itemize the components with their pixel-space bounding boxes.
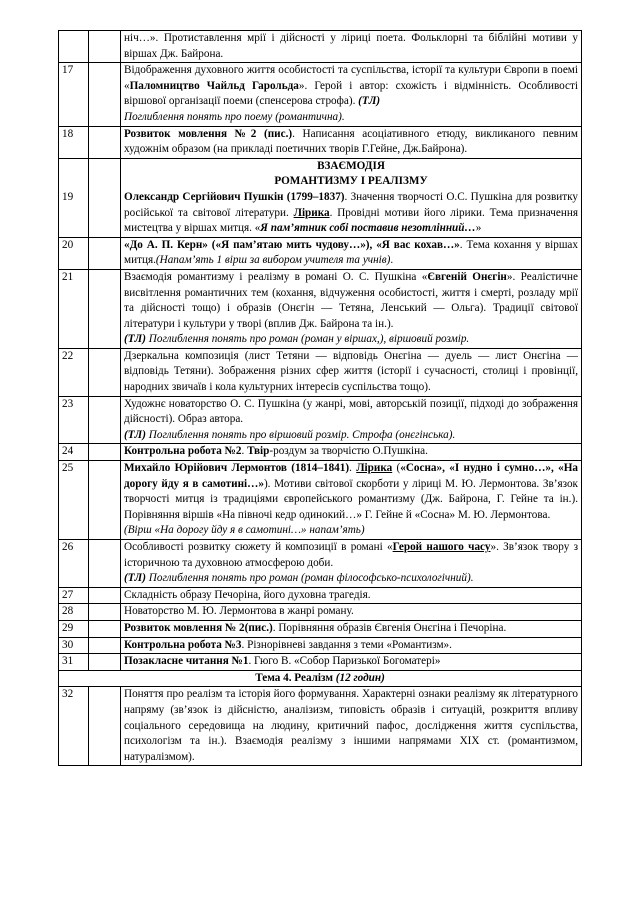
row-content (121, 348, 582, 396)
row-number: 17 (59, 63, 89, 126)
table-row (59, 540, 582, 588)
row-number: 20 (59, 237, 89, 269)
table-row (59, 269, 582, 348)
row-content (121, 31, 582, 63)
table-row (59, 604, 582, 621)
empty-cell (89, 63, 121, 126)
row-text: Новаторство М. Ю. Лермонтова в жанрі роману. (124, 605, 354, 618)
table-row (59, 348, 582, 396)
theory-label: (ТЛ) (124, 572, 146, 585)
table-row (59, 687, 582, 766)
lesson-type: Контрольна робота №3 (124, 638, 242, 651)
row-number: 19 (59, 158, 89, 237)
row-text: . (349, 462, 357, 475)
row-text: ». Зв’язок твору з історичною та духовною атмосферою доби. (124, 541, 578, 569)
row-number: 29 (59, 620, 89, 637)
row-text: . (241, 445, 248, 458)
table-row (59, 237, 582, 269)
empty-cell (89, 348, 121, 396)
empty-cell (89, 461, 121, 540)
row-text: ». Реалістичне висвітлення романтичних тем (кохання, відчуження особистості, життя і смерті, розладу мрії та дійсності тощо) і образів (Онєгін — Тетяна, Ленський — Ольга). Традиції світової літератури і культури у творі (вплив Дж. Байрона та ін.). (124, 270, 578, 330)
empty-cell (89, 396, 121, 444)
row-number: 21 (59, 269, 89, 348)
row-text: Взаємодія романтизму і реалізму в романі О. С. Пушкіна « (124, 270, 428, 283)
row-content (121, 396, 582, 444)
empty-cell (89, 237, 121, 269)
row-content (121, 461, 582, 540)
empty-cell (89, 587, 121, 604)
row-text: ). Мотиви світової скорботи у ліриці М. Ю. Лермонтова. Зв’язок творчості митця із традиціями європейського романтизму (Дж. Байрона, Г. Гейне та ін.). Порівняння віршів «На півночі кедр одинокий…» Г. Гейне й «Сосна» М. Ю. Лермонтова. (124, 477, 578, 521)
theory-note: Поглиблення понять про роман (роман філософсько-психологічний). (145, 572, 474, 585)
row-content (121, 687, 582, 766)
empty-cell (89, 687, 121, 766)
table-row (59, 637, 582, 654)
empty-cell (89, 31, 121, 63)
lesson-type: Розвиток мовлення №2 (пис.) (124, 127, 293, 140)
theory-label: (ТЛ) (124, 333, 146, 346)
empty-cell (89, 654, 121, 671)
author-name: Олександр Сергійович Пушкін (1799–1837) (124, 190, 345, 203)
row-content (121, 269, 582, 348)
row-number: 31 (59, 654, 89, 671)
row-text: ніч…». Протиставлення мрії і дійсності у ліриці поета. Фольклорні та біблійні мотиви у віршах Дж. Байрона. (124, 32, 578, 60)
row-content (121, 444, 582, 461)
genre-label: Лірика (293, 206, 330, 219)
row-text: Особливості розвитку сюжету й композиції в романі « (124, 541, 393, 553)
table-row (59, 126, 582, 158)
work-title: Паломництво Чайльд Гарольда (129, 79, 299, 92)
topic-row (59, 670, 582, 687)
table-row (59, 654, 582, 671)
row-content (121, 654, 582, 671)
topic-title: Тема 4. Реалізм (255, 671, 333, 684)
table-row (59, 620, 582, 637)
topic-heading (59, 670, 582, 687)
section-heading: РОМАНТИЗМУ І РЕАЛІЗМУ (274, 175, 428, 188)
task-type: Твір (247, 445, 270, 458)
row-text: -роздум за творчістю О.Пушкіна. (269, 445, 428, 458)
row-text: » (475, 222, 482, 235)
empty-cell (89, 604, 121, 621)
row-content (121, 540, 582, 588)
row-number: 32 (59, 687, 89, 766)
genre-label: Лірика (356, 462, 393, 475)
row-text: ». Герой і автор: схожість і відмінність. Особливості віршової організації поеми (спенсерова строфа). (124, 79, 578, 108)
row-content (121, 637, 582, 654)
lesson-type: Позакласне читання №1 (124, 655, 249, 668)
row-text: . Тема кохання у віршах митця. (124, 238, 578, 267)
table-row (59, 444, 582, 461)
row-number: 27 (59, 587, 89, 604)
row-content (121, 126, 582, 158)
row-text: . Гюго В. «Собор Паризької Богоматері» (248, 655, 441, 668)
empty-cell (89, 126, 121, 158)
theory-label: (ТЛ) (358, 95, 381, 108)
row-number: 25 (59, 461, 89, 540)
row-number: 23 (59, 396, 89, 444)
row-number: 28 (59, 604, 89, 621)
theory-note: Поглиблення понять про поему (романтична). (124, 110, 345, 123)
row-number: 26 (59, 540, 89, 588)
row-text: ( (392, 462, 401, 475)
row-number: 18 (59, 126, 89, 158)
memorize-note: (Напам’ять 1 вірш за вибором учителя та учнів) (155, 254, 391, 267)
section-heading: ВЗАЄМОДІЯ (317, 159, 385, 172)
poem-titles: «Сосна», «І нудно і сумно…», «На дорогу йду я в самотині…» (124, 462, 578, 490)
table-row (59, 158, 582, 237)
row-text: Складність образу Печоріна, його духовна трагедія. (124, 588, 371, 601)
table-row (59, 31, 582, 63)
topic-hours: (12 годин) (335, 671, 385, 684)
row-text: Художнє новаторство О. С. Пушкіна (у жанрі, мові, авторській позиції, підході до зображення дійсності). Образ автора. (124, 397, 578, 426)
curriculum-table (58, 30, 582, 766)
table-row (59, 461, 582, 540)
row-text: . Значення творчості О.С. Пушкіна для розвитку російської та світової літератури. (124, 190, 578, 219)
row-text: Дзеркальна композиція (лист Тетяни — відповідь Онєгіна — дуель — лист Онєгіна — відповідь Тетяни). Зображення різних сфер життя (історії і сучасності, столиці і провінції, народних звичаїв і кола культурних інтересів суспільства тощо). (124, 349, 578, 394)
empty-cell (89, 158, 121, 237)
row-content (121, 604, 582, 621)
row-number: 30 (59, 637, 89, 654)
author-name: Михайло Юрійович Лермонтов (1814–1841) (124, 462, 350, 475)
row-text: Поняття про реалізм та історія його формування. Характерні ознаки реалізму як літературного напряму (зв’язок із дійсністю, аналізизм, типовість образів і ситуацій, розкриття впливу соціального середовища на людину, критичний пафос, дослідження життя суспільства, психологізм та ін.). Взаємодія реалізму з іншими напрямами ХІХ ст. (романтизмом, натуралізмом). (124, 688, 578, 763)
theory-note: Поглиблення понять про роман (роман у віршах,), віршовий розмір. (145, 333, 470, 346)
row-text: . Провідні мотиви його лірики. Тема призначення мистецтва у віршах митця. « (124, 206, 578, 235)
work-title: Герой нашого часу (392, 541, 491, 553)
lesson-type: Розвиток мовлення № 2(пис.) (124, 621, 273, 634)
empty-cell (89, 269, 121, 348)
memorize-note: (Вірш «На дорогу йду я в самотині…» напам’ять) (124, 524, 365, 537)
row-text: . Різнорівневі завдання з теми «Романтизм». (241, 638, 452, 651)
row-content (121, 158, 582, 237)
row-content (121, 63, 582, 126)
row-content (121, 237, 582, 269)
row-text: Відображення духовного життя особистості та суспільства, історії та культури Європи в поемі « (124, 64, 578, 92)
theory-note: Поглиблення понять про віршовий розмір. Строфа (онєгінська). (145, 428, 456, 441)
table-row (59, 63, 582, 126)
row-text: . Порівняння образів Євгенія Онєгіна і Печоріна. (272, 621, 507, 634)
empty-cell (89, 444, 121, 461)
poem-title: Я пам’ятник собі поставив незотлінний… (260, 222, 476, 235)
row-text: . Написання асоціативного етюду, викликаного певним художнім образом (на прикладі поетичних творів Г.Гейне, Дж.Байрона). (124, 127, 578, 156)
row-number: 22 (59, 348, 89, 396)
theory-label: (ТЛ) (124, 428, 146, 441)
table-row (59, 396, 582, 444)
work-title: Євгеній Онєгін (427, 270, 507, 283)
row-content (121, 587, 582, 604)
empty-cell (89, 620, 121, 637)
row-content (121, 620, 582, 637)
row-number: 24 (59, 444, 89, 461)
lesson-type: Контрольна робота №2 (124, 445, 242, 458)
row-text: . (390, 254, 394, 267)
table-row (59, 587, 582, 604)
row-number (59, 31, 89, 63)
poem-titles: «До А. П. Керн» («Я пам’ятаю мить чудову…»), «Я вас кохав…» (124, 238, 460, 251)
empty-cell (89, 637, 121, 654)
empty-cell (89, 540, 121, 588)
